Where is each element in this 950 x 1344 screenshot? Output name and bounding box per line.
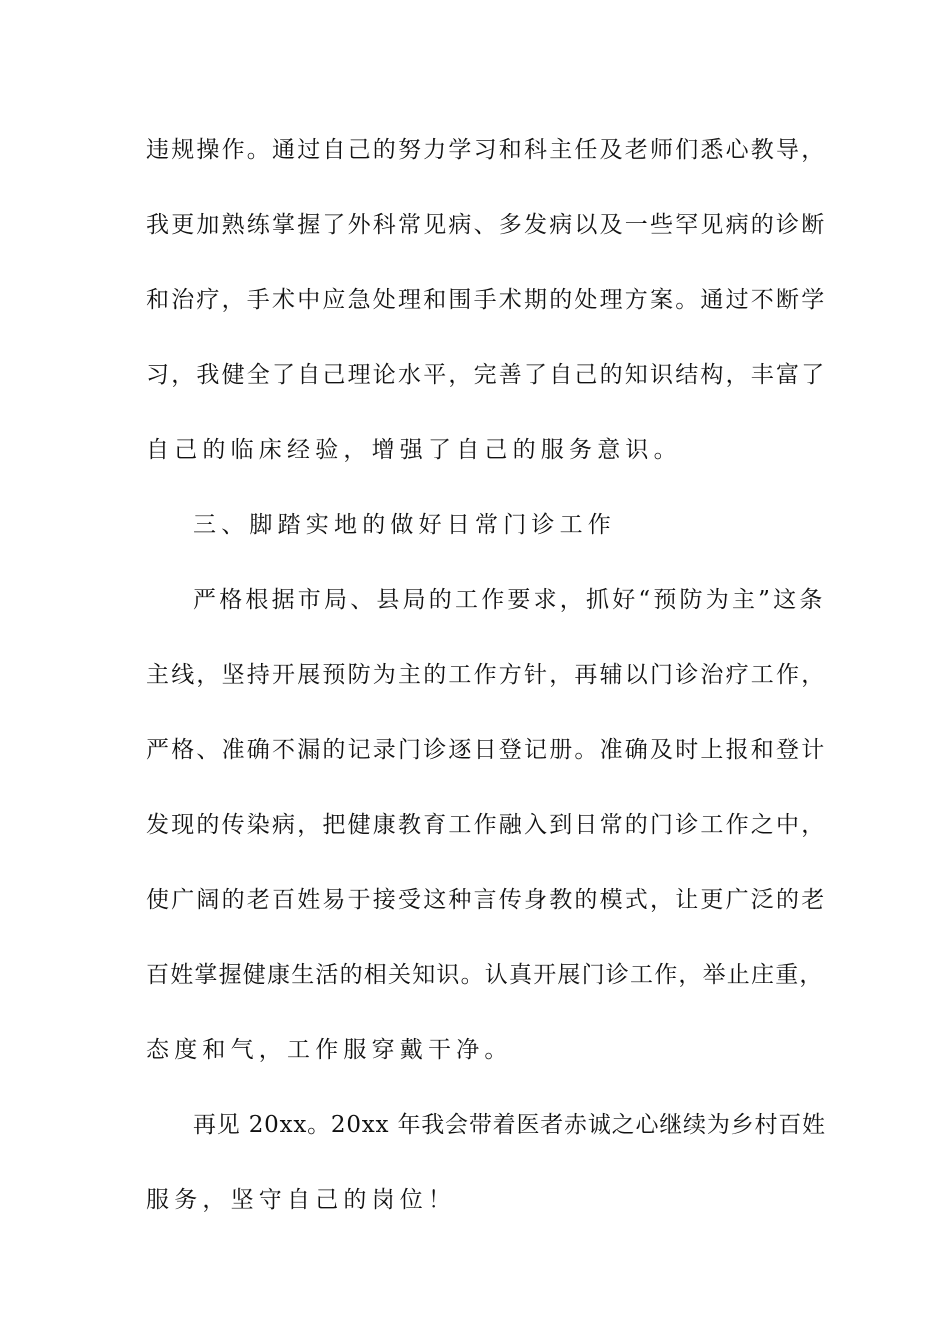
text-line: 态度和气，工作服穿戴干净。: [146, 1037, 513, 1063]
text-line: 主线，坚持开展预防为主的工作方针，再辅以门诊治疗工作，: [146, 662, 827, 688]
text-line: 习，我健全了自己理论水平，完善了自己的知识结构，丰富了: [146, 362, 827, 388]
text-line: 严格、准确不漏的记录门诊逐日登记册。准确及时上报和登计: [146, 737, 827, 763]
text-line: 我更加熟练掌握了外科常见病、多发病以及一些罕见病的诊断: [146, 212, 827, 238]
text-line: 严格根据市局、县局的工作要求，抓好“预防为主”这条: [193, 587, 826, 613]
text-line: 使广阔的老百姓易于接受这种言传身教的模式，让更广泛的老: [146, 887, 827, 913]
text-line: 百姓掌握健康生活的相关知识。认真开展门诊工作，举止庄重，: [146, 962, 824, 988]
text-line: 再见 20xx。20xx 年我会带着医者赤诚之心继续为乡村百姓: [193, 1112, 826, 1138]
text-line: 和治疗，手术中应急处理和围手术期的处理方案。通过不断学: [146, 287, 827, 313]
text-line: 违规操作。通过自己的努力学习和科主任及老师们悉心教导，: [146, 137, 827, 163]
text-line: 发现的传染病，把健康教育工作融入到日常的门诊工作之中，: [146, 812, 827, 838]
text-line: 自己的临床经验，增强了自己的服务意识。: [146, 437, 682, 463]
text-line: 服务，坚守自己的岗位！: [146, 1187, 457, 1213]
section-heading: 三、脚踏实地的做好日常门诊工作: [193, 512, 616, 538]
